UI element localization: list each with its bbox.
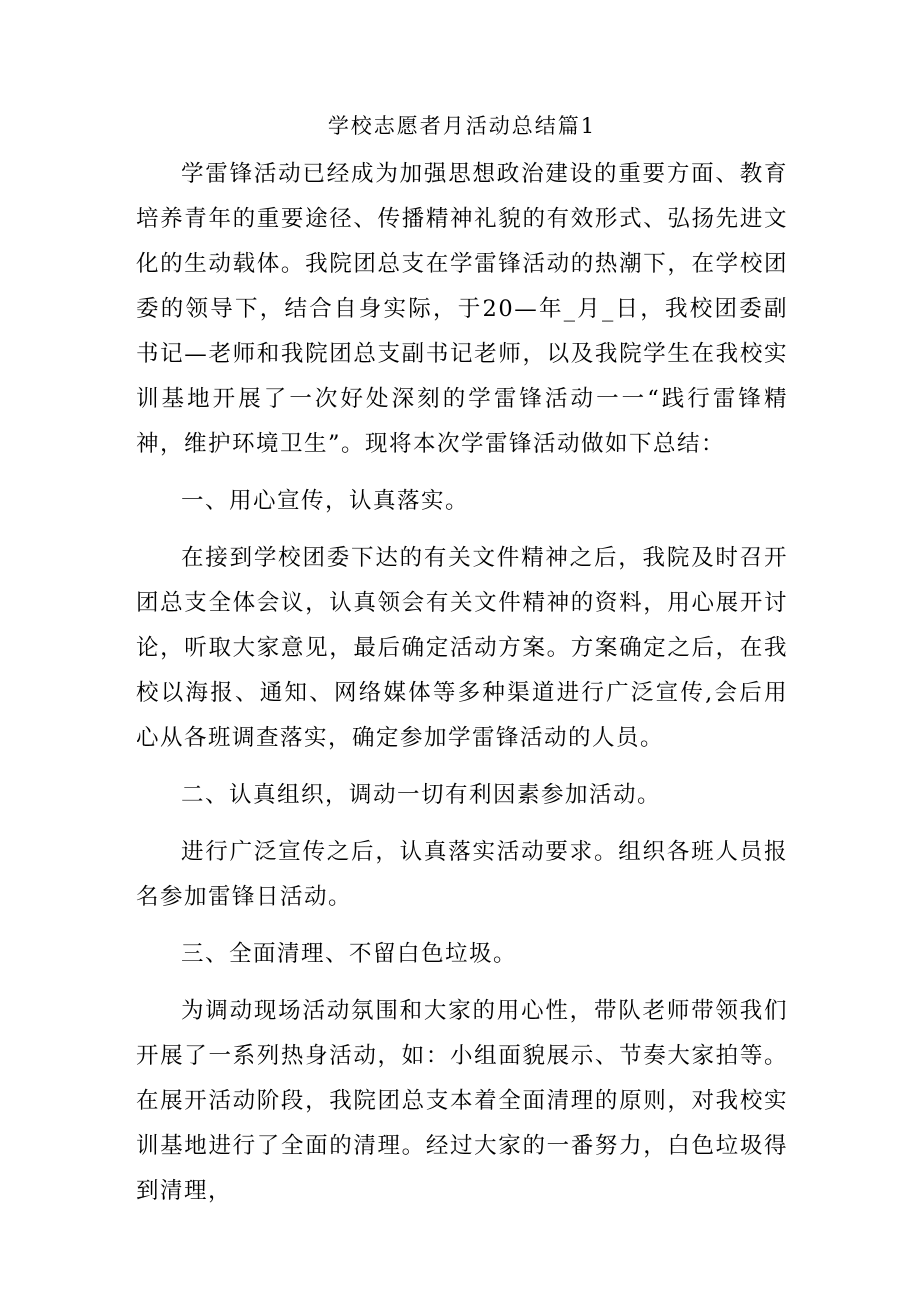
- paragraph-section-1: 在接到学校团委下达的有关文件精神之后，我院及时召开团总支全体会议，认真领会有关文件精神的资料，用心展开讨论，听取大家意见，最后确定活动方案。方案确定之后，在我校以海报、通知、网络媒体等多种渠道进行广泛宣传,会后用心从各班调查落实，确定参加学雷锋活动的人员。: [136, 545, 788, 751]
- section-heading-1: 一、用心宣传，认真落实。: [181, 488, 470, 514]
- paragraph-intro: 学雷锋活动已经成为加强思想政治建设的重要方面、教育培养青年的重要途径、传播精神礼貌的有效形式、弘扬先进文化的生动载体。我院团总支在学雷锋活动的热潮下，在学校团委的领导下，结合自身实际，于20—年_月_日，我校团委副书记—老师和我院团总支副书记老师，以及我院学生在我校实训基地开展了一次好处深刻的学雷锋活动一一“践行雷锋精神，维护环境卫生”。现将本次学雷锋活动做如下总结：: [136, 161, 788, 457]
- paragraph-section-3: 为调动现场活动氛围和大家的用心性，带队老师带领我们开展了一系列热身活动，如：小组面貌展示、节奏大家拍等。在展开活动阶段，我院团总支本着全面清理的原则，对我校实训基地进行了全面的清理。经过大家的一番努力，白色垃圾得到清理，: [136, 998, 788, 1204]
- document-title: 学校志愿者月活动总结篇1: [327, 114, 597, 138]
- section-heading-3: 三、全面清理、不留白色垃圾。: [181, 941, 518, 967]
- section-heading-2: 二、认真组织，调动一切有利因素参加活动。: [181, 782, 662, 808]
- paragraph-section-2: 进行广泛宣传之后，认真落实活动要求。组织各班人员报名参加雷锋日活动。: [136, 839, 788, 910]
- document-body: [136, 112, 788, 1226]
